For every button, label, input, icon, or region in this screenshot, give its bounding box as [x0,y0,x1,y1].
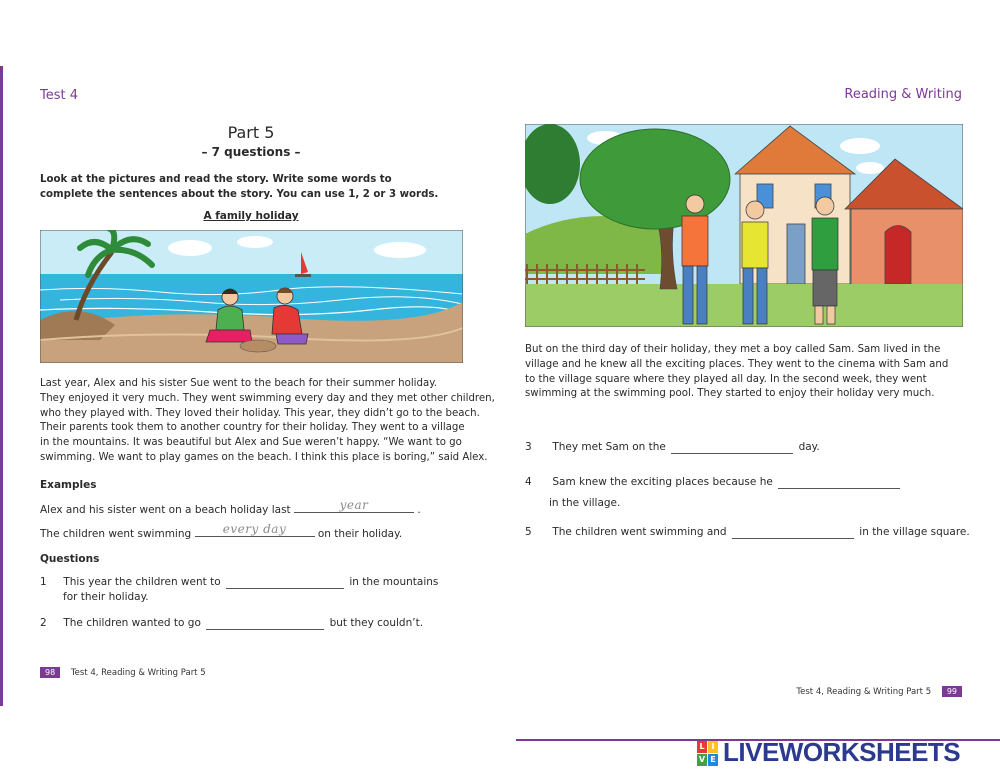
question-2 [40,617,423,630]
part-title: Part 5 [227,123,275,142]
logo-letter: I [708,741,718,753]
story-left-line: swimming. We want to play games on the beach. I think this place is boring,” said Alex. [40,451,488,463]
question-4-number: 4 [525,476,532,488]
story-left-line: Their parents took them to another country for their holiday. They went to a village [40,422,465,434]
question-5 [525,526,970,539]
question-3 [525,441,820,454]
example-2-blank [195,522,315,537]
example-1 [40,498,421,516]
footer-right [796,686,962,697]
liveworksheets-logo [697,741,719,767]
logo-letter: L [697,741,707,753]
question-2-text: The children wanted to go [63,617,201,629]
question-1-answer-input[interactable] [226,577,344,589]
questions-heading: Questions [40,553,100,565]
question-3-after: day. [798,441,820,453]
example-2-after: on their holiday. [317,528,403,540]
example-1-answer: year [339,498,369,512]
question-4-line2: in the village. [549,497,621,509]
story-left [40,377,495,466]
footer-left [40,667,206,678]
story-left-line: Last year, Alex and his sister Sue went to the beach for their summer holiday. [40,378,438,389]
story-right-line: swimming at the swimming pool. They started to enjoy their holiday very much. [525,388,935,400]
logo-letter: V [698,755,706,764]
example-2-answer: every day [222,522,287,536]
question-1-number: 1 [40,576,47,588]
example-2-text: The children went swimming [40,528,192,540]
question-5-number: 5 [525,526,532,538]
question-4-text: Sam knew the exciting places because he [552,476,773,488]
logo-letter: E [708,754,718,766]
page-number-right: 99 [942,686,962,697]
examples-heading: Examples [40,479,97,491]
story-left-line: in the mountains. It was beautiful but Alex and Sue weren’t happy. “We want to go [40,437,462,449]
example-2 [40,522,403,540]
question-3-answer-input[interactable] [671,442,793,454]
instructions-line-2: complete the sentences about the story. You can use 1, 2 or 3 words. [40,189,439,200]
story-title: A family holiday [203,210,299,222]
question-3-text: They met Sam on the [552,441,666,453]
header-section-label: Reading & Writing [844,87,962,102]
question-1-line2: for their holiday. [63,591,149,603]
question-1 [40,576,438,589]
page-number-left: 98 [40,667,60,678]
question-3-number: 3 [525,441,532,453]
footer-left-text: Test 4, Reading & Writing Part 5 [70,668,206,678]
story-right [525,343,948,402]
story-left-line: They enjoyed it very much. They went swimming every day and they met other children, [40,392,495,404]
instructions-line-1: Look at the pictures and read the story. Write some words to [40,174,392,185]
example-1-text: Alex and his sister went on a beach holiday last [40,504,291,516]
footer-right-text: Test 4, Reading & Writing Part 5 [796,687,932,697]
question-2-answer-input[interactable] [206,618,324,630]
question-2-number: 2 [40,617,47,629]
village-picture [525,124,963,327]
question-1-after: in the mountains [349,576,439,588]
story-right-line: village and he knew all the exciting places. They went to the cinema with Sam and [525,358,949,370]
example-1-after: . [417,504,421,516]
header-test-label: Test 4 [40,88,79,103]
example-1-blank [294,498,414,513]
question-2-after: but they couldn’t. [329,617,424,629]
story-left-line: who they played with. They loved their holiday. This year, they didn’t go to the beach. [40,407,480,419]
liveworksheets-wordmark[interactable]: LIVEWORKSHEETS [723,737,961,767]
story-right-line: But on the third day of their holiday, they met a boy called Sam. Sam lived in the [525,344,941,355]
instructions [40,172,438,202]
story-right-line: to the village square where they played all day. In the second week, they went [525,373,927,385]
question-4-answer-input[interactable] [778,477,900,489]
beach-picture [40,230,463,363]
left-page-edge [0,66,3,706]
question-5-after: in the village square. [859,526,970,538]
question-4 [525,476,902,489]
part-subtitle: – 7 questions – [201,145,301,159]
question-1-text: This year the children went to [63,576,221,588]
question-5-text: The children went swimming and [552,526,727,538]
question-5-answer-input[interactable] [732,527,854,539]
